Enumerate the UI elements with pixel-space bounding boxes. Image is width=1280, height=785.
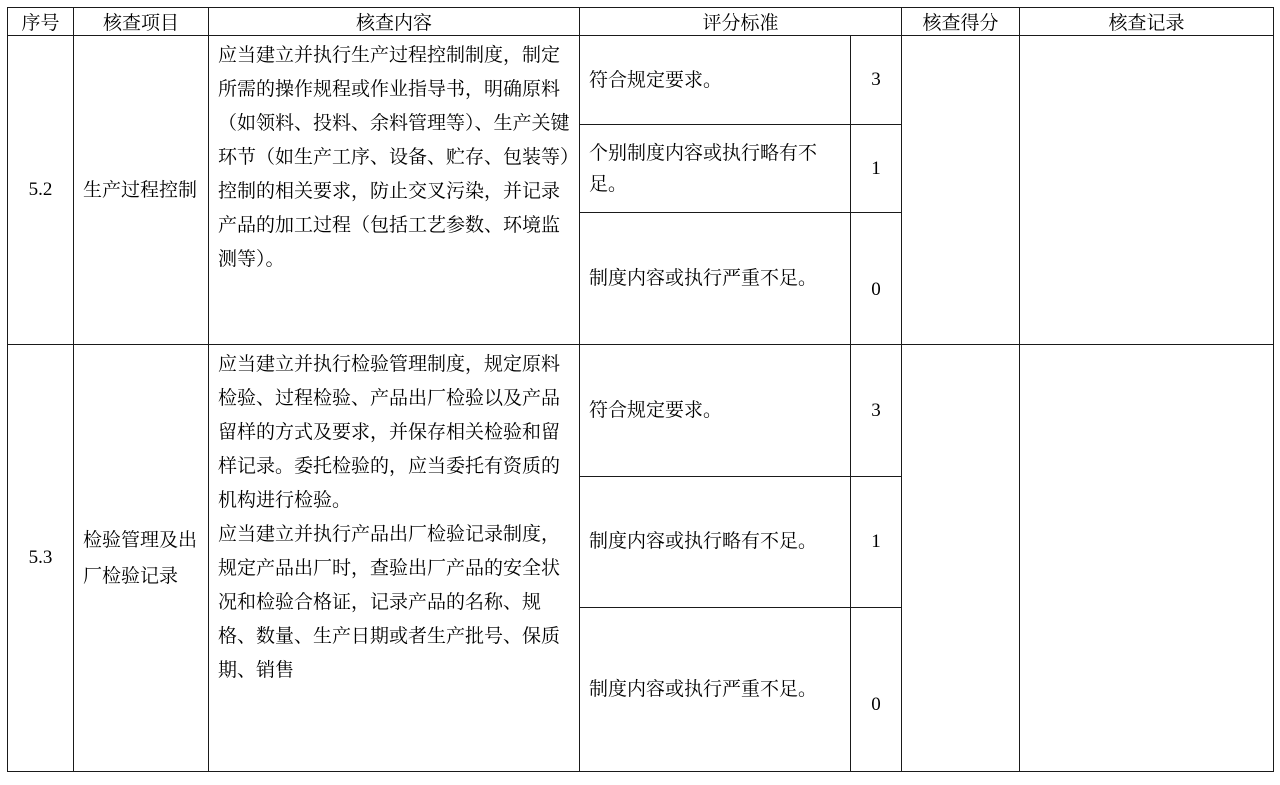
row-seq: 5.3 (8, 345, 74, 772)
header-row (8, 8, 1274, 36)
header-content: 核查内容 (209, 8, 580, 36)
criterion-text: 符合规定要求。 (580, 345, 851, 476)
header-item: 核查项目 (74, 8, 209, 36)
criterion-text: 制度内容或执行严重不足。 (580, 213, 851, 345)
score-cell[interactable] (902, 345, 1020, 772)
record-cell[interactable] (1020, 345, 1274, 772)
inspection-table (7, 7, 1274, 772)
criterion-points: 3 (851, 36, 902, 125)
criterion-text: 个别制度内容或执行略有不足。 (580, 125, 851, 213)
row-content: 应当建立并执行检验管理制度，规定原料检验、过程检验、产品出厂检验以及产品留样的方式及要求，并保存相关检验和留样记录。委托检验的，应当委托有资质的机构进行检验。 应当建立并执行产品出厂检验记录制度，规定产品出厂时，查验出厂产品的安全状况和检验合格证，记录产品的名称、规格、数量、生产日期或者生产批号、保质期、销售 (209, 345, 580, 772)
score-cell[interactable] (902, 36, 1020, 345)
header-seq: 序号 (8, 8, 74, 36)
criterion-text: 制度内容或执行略有不足。 (580, 476, 851, 607)
header-record: 核查记录 (1020, 8, 1274, 36)
criterion-points: 1 (851, 125, 902, 213)
table-row (8, 36, 1274, 125)
criterion-text: 制度内容或执行严重不足。 (580, 607, 851, 771)
row-item: 生产过程控制 (74, 36, 209, 345)
criterion-points: 1 (851, 476, 902, 607)
criterion-points: 3 (851, 345, 902, 476)
criterion-points: 0 (851, 213, 902, 345)
row-seq: 5.2 (8, 36, 74, 345)
header-criteria: 评分标准 (580, 8, 902, 36)
criterion-points: 0 (851, 607, 902, 771)
record-cell[interactable] (1020, 36, 1274, 345)
header-score: 核查得分 (902, 8, 1020, 36)
table-row (8, 345, 1274, 476)
row-item: 检验管理及出厂检验记录 (74, 345, 209, 772)
row-content: 应当建立并执行生产过程控制制度，制定所需的操作规程或作业指导书，明确原料（如领料、投料、余料管理等）、生产关键环节（如生产工序、设备、贮存、包装等）控制的相关要求，防止交叉污染，并记录产品的加工过程（包括工艺参数、环境监测等）。 (209, 36, 580, 345)
criterion-text: 符合规定要求。 (580, 36, 851, 125)
